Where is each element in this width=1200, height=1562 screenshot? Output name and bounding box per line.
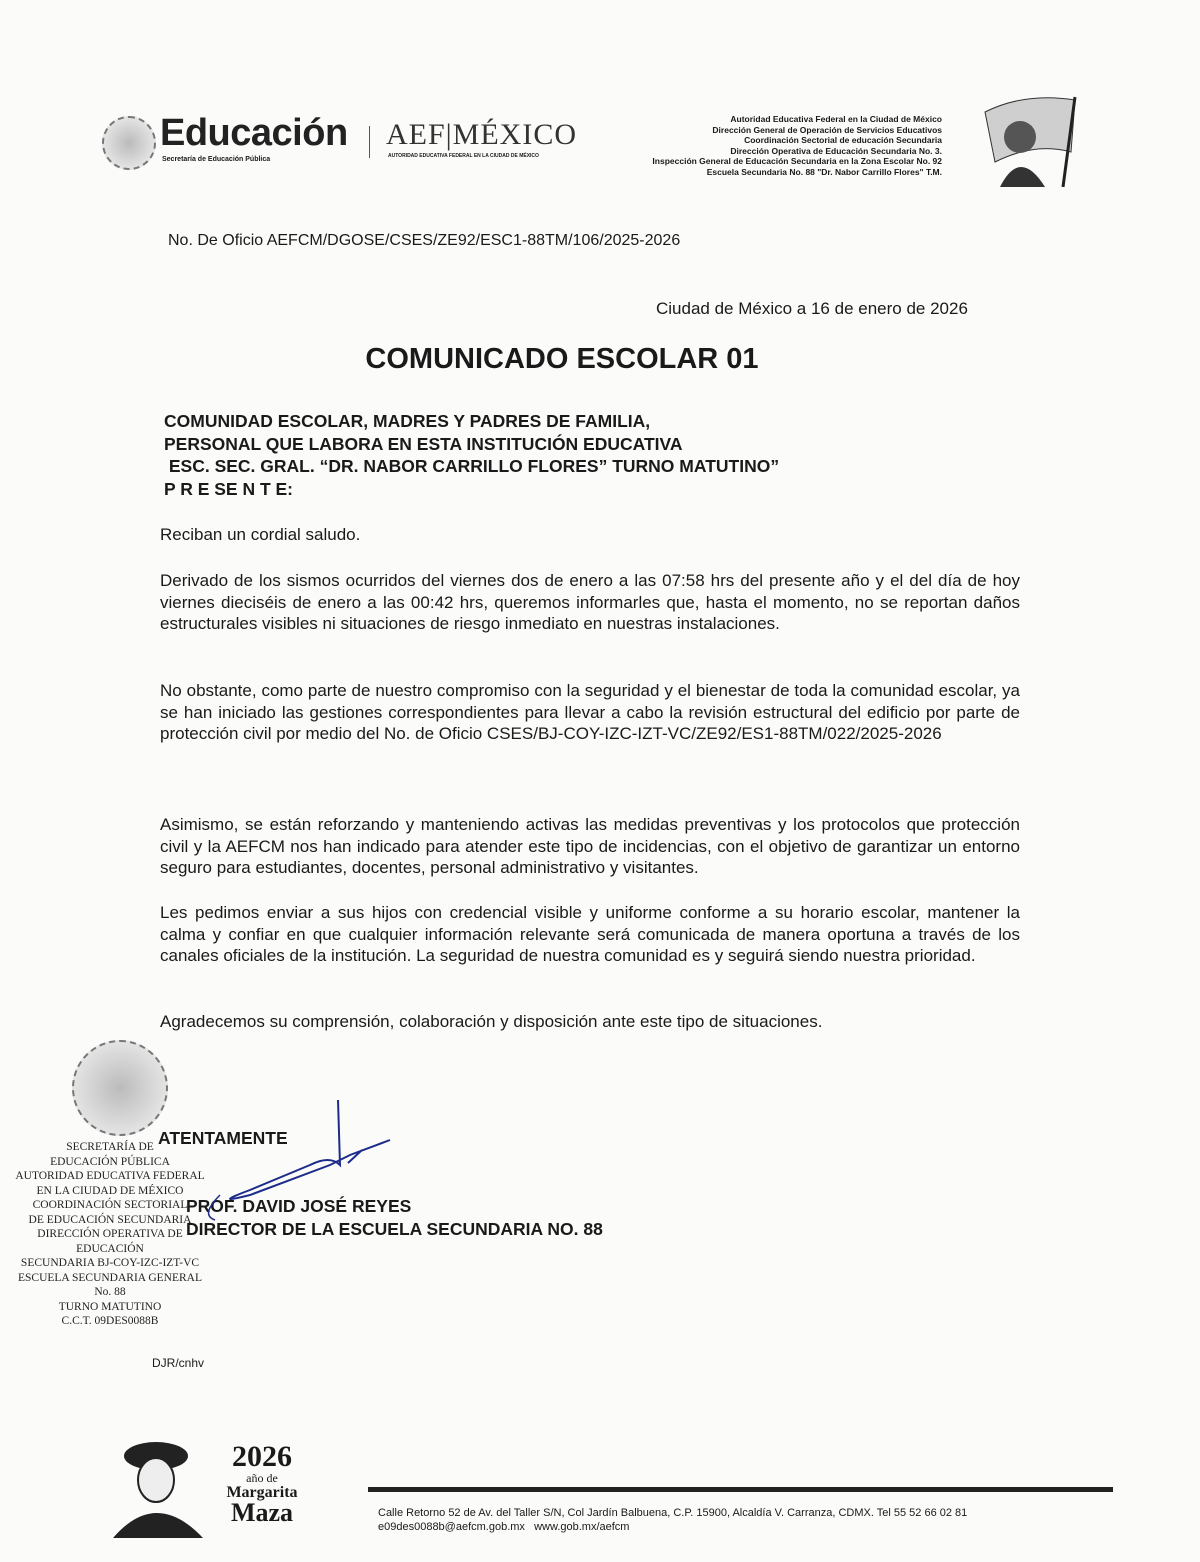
institution-line: Autoridad Educativa Federal en la Ciudad de México — [730, 114, 942, 124]
year-sub: año de — [246, 1471, 278, 1485]
signature-icon — [190, 1095, 410, 1235]
paragraph: Les pedimos enviar a sus hijos con credencial visible y uniforme conforme a su horario escolar, mantener la calma y confiar en que cualquier información relevante será comunicada de manera oportuna a través de los canales oficiales de la institución. La seguridad de nuestra comunidad es y seguirá siendo nuestra prioridad. — [160, 903, 1020, 965]
stamp-line: DE EDUCACIÓN SECUNDARIA — [28, 1213, 192, 1226]
educacion-logo-subtitle: Secretaría de Educación Pública — [162, 156, 271, 163]
year-emblem — [212, 1442, 312, 1525]
stamp-line: EN LA CIUDAD DE MÉXICO — [36, 1184, 184, 1197]
paragraph-closing: Agradecemos su comprensión, colaboración y disposición ante este tipo de situaciones. — [160, 1012, 823, 1031]
official-seal-icon — [72, 1040, 168, 1136]
institution-line: Coordinación Sectorial de educación Secundaria — [744, 135, 942, 145]
signer-role: DIRECTOR DE LA ESCUELA SECUNDARIA NO. 88 — [186, 1219, 603, 1239]
stamp-line: SECRETARÍA DE — [66, 1141, 154, 1153]
footer-website-link[interactable]: www.gob.mx/aefcm — [534, 1521, 630, 1533]
stamp-line: SECUNDARIA BJ-COY-IZC-IZT-VC — [20, 1257, 200, 1269]
aef-logo-subtitle: AUTORIDAD EDUCATIVA FEDERAL EN LA CIUDAD DE MÉXICO — [388, 153, 539, 159]
signer-name: PROF. DAVID JOSÉ REYES — [186, 1196, 412, 1216]
stamp-line: DIRECCIÓN OPERATIVA DE EDUCACIÓN — [37, 1228, 183, 1255]
document-title: COMUNICADO ESCOLAR 01 — [365, 343, 759, 375]
school-emblem-icon — [975, 92, 1085, 187]
footer-email-link[interactable]: e09des0088b@aefcm.gob.mx — [378, 1521, 525, 1533]
year-name1: Margarita — [226, 1484, 298, 1501]
addressees — [164, 410, 779, 500]
official-stamp — [10, 1140, 210, 1329]
sep-seal-icon — [102, 116, 156, 170]
stamp-line: TURNO MATUTINO — [58, 1300, 162, 1313]
institution-header — [652, 114, 942, 177]
footer-address: Calle Retorno 52 de Av. del Taller S/N, Col Jardín Balbuena, C.P. 15900, Alcaldía V. Carranza, CDMX. Tel 55 52 66 02 81 — [378, 1507, 968, 1519]
institution-line: Dirección General de Operación de Servicios Educativos — [712, 124, 942, 135]
paragraph: Asimismo, se están reforzando y manteniendo activas las medidas preventivas y los protocolos que protección civil y la AEFCM nos han indicado para atender este tipo de incidencias, con el objetivo de garantizar un entorno seguro para estudiantes, docentes, personal administrativo y visitantes. — [160, 815, 1020, 877]
addressee-line: P R E SE N T E: — [164, 478, 294, 499]
aef-logo-title: AEF|MÉXICO — [386, 118, 578, 151]
stamp-line: AUTORIDAD EDUCATIVA FEDERAL — [15, 1170, 205, 1182]
oficio-number: No. De Oficio AEFCM/DGOSE/CSES/ZE92/ESC1-88TM/106/2025-2026 — [168, 232, 681, 249]
addressee-line: COMUNIDAD ESCOLAR, MADRES Y PADRES DE FAMILIA, — [164, 411, 651, 431]
stamp-line: COORDINACIÓN SECTORIAL — [32, 1199, 188, 1211]
institution-line: Escuela Secundaria No. 88 "Dr. Nabor Carrillo Flores" T.M. — [706, 166, 942, 177]
institution-line: Dirección Operativa de Educación Secundaria No. 3. — [730, 145, 942, 156]
document-date: Ciudad de México a 16 de enero de 2026 — [656, 299, 968, 318]
margarita-maza-portrait-icon — [108, 1438, 208, 1538]
paragraph: Derivado de los sismos ocurridos del viernes dos de enero a las 07:58 hrs del presente año y el del día de hoy viernes dieciséis de enero a las 00:42 hrs, queremos informarles que, hasta el momento, no se reportan daños estructurales visibles ni situaciones de riesgo inmediato en nuestras instalaciones. — [160, 571, 1020, 633]
stamp-line: C.C.T. 09DES0088B — [61, 1315, 159, 1327]
educacion-logo-title: Educación — [160, 112, 348, 154]
footer-contact — [378, 1506, 967, 1534]
logo-divider — [369, 126, 370, 158]
year-name2: Maza — [230, 1498, 294, 1527]
institution-line: Inspección General de Educación Secundaria en la Zona Escolar No. 92 — [652, 156, 942, 166]
closing-label: ATENTAMENTE — [158, 1128, 288, 1148]
stamp-line: EDUCACIÓN PÚBLICA — [50, 1155, 170, 1168]
year-text: 2026 — [232, 1440, 292, 1473]
stamp-line: ESCUELA SECUNDARIA GENERAL No. 88 — [17, 1271, 202, 1298]
paragraph-greeting: Reciban un cordial saludo. — [160, 525, 361, 544]
footer-rule — [368, 1487, 1113, 1492]
addressee-line: ESC. SEC. GRAL. “DR. NABOR CARRILLO FLORES” TURNO MATUTINO” — [164, 456, 780, 476]
addressee-line: PERSONAL QUE LABORA EN ESTA INSTITUCIÓN EDUCATIVA — [164, 433, 683, 454]
initials: DJR/cnhv — [152, 1356, 205, 1370]
paragraph: No obstante, como parte de nuestro compromiso con la seguridad y el bienestar de toda la comunidad escolar, ya se han iniciado las gestiones correspondientes para llevar a cabo la revisión estructural del edificio por parte de protección civil por medio del No. de Oficio CSES/BJ-COY-IZC-IZT-VC/ZE92/ES1-88TM/022/2025-2026 — [160, 681, 1020, 743]
